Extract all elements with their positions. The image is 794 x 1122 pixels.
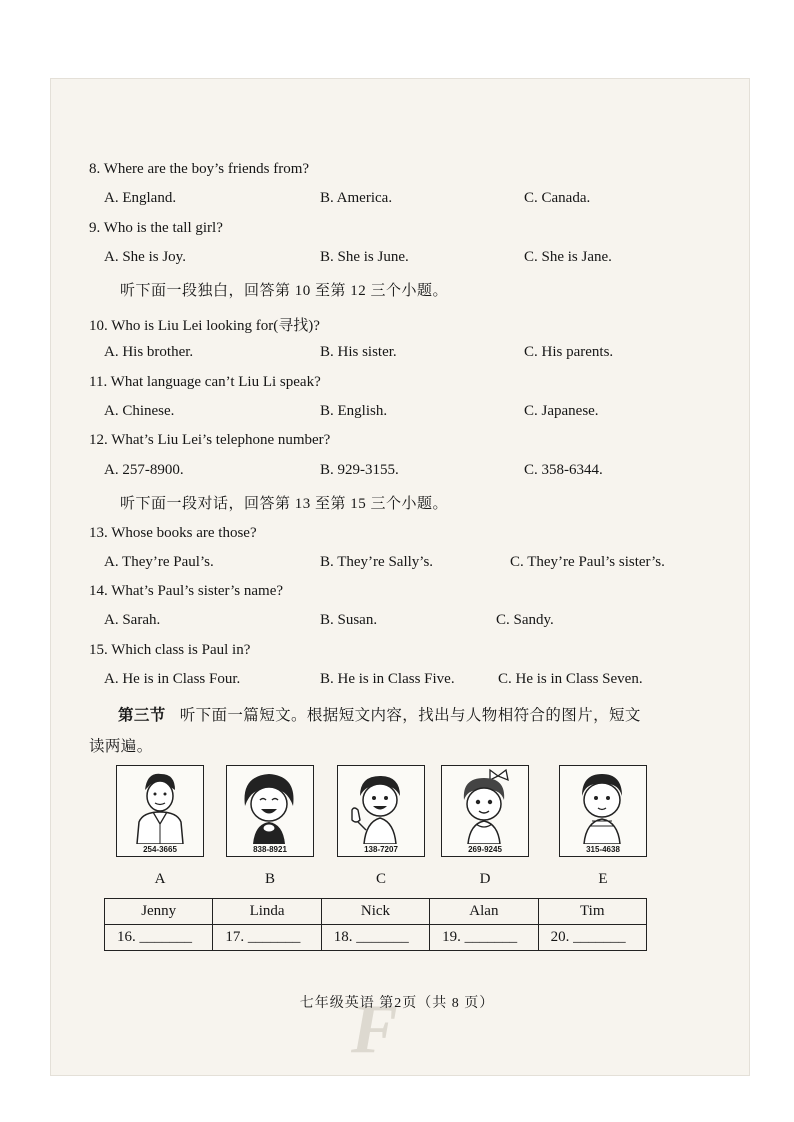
picture-label-c: C: [375, 871, 386, 887]
answer-blank[interactable]: 20. _______: [538, 925, 646, 951]
picture-e: [559, 765, 647, 857]
q10-option-c: C. His parents.: [524, 344, 614, 360]
name-cell: Nick: [321, 899, 429, 925]
q12-option-a: A. 257-8900.: [104, 462, 184, 478]
boy-thumbs-up-icon: [338, 766, 423, 844]
q13-option-a: A. They’re Paul’s.: [104, 554, 214, 570]
page-footer: 七年级英语 第2页（共 8 页）: [299, 996, 495, 1011]
picture-a-phone: 254-3665: [143, 845, 177, 854]
q11-option-a: A. Chinese.: [104, 403, 175, 419]
instruction-dialogue: 听下面一段对话，回答第 13 至第 15 三个小题。: [120, 496, 449, 512]
q8-option-a: A. England.: [104, 190, 177, 206]
picture-c: [337, 765, 425, 857]
name-cell: Alan: [430, 899, 538, 925]
answer-blank[interactable]: 17. _______: [213, 925, 321, 951]
answer-blank[interactable]: 16. _______: [105, 925, 213, 951]
q10-option-a: A. His brother.: [104, 344, 194, 360]
q8-option-b: B. America.: [320, 190, 393, 206]
q11-option-c: C. Japanese.: [524, 403, 599, 419]
q14-option-a: A. Sarah.: [104, 612, 161, 628]
table-row-names: [105, 899, 647, 925]
q13-option-c: C. They’re Paul’s sister’s.: [510, 554, 665, 570]
q15-option-c: C. He is in Class Seven.: [498, 671, 643, 687]
picture-label-e: E: [598, 871, 608, 887]
picture-b-phone: 838-8921: [253, 845, 287, 854]
watermark-letter: F: [351, 991, 398, 1068]
name-cell: Jenny: [105, 899, 213, 925]
q12-option-c: C. 358-6344.: [524, 462, 603, 478]
q8-option-c: C. Canada.: [524, 190, 591, 206]
question-14: 14. What’s Paul’s sister’s name?: [89, 583, 284, 599]
name-cell: Tim: [538, 899, 646, 925]
question-15: 15. Which class is Paul in?: [89, 642, 251, 658]
picture-c-phone: 138-7207: [364, 845, 398, 854]
picture-b: [226, 765, 314, 857]
question-9: 9. Who is the tall girl?: [89, 220, 223, 236]
q15-option-a: A. He is in Class Four.: [104, 671, 241, 687]
section-3-heading: [118, 703, 641, 725]
table-row-blanks: [105, 925, 647, 951]
question-11: 11. What language can’t Liu Li speak?: [89, 374, 321, 390]
laughing-girl-icon: [227, 766, 312, 844]
q12-option-b: B. 929-3155.: [320, 462, 399, 478]
name-cell: Linda: [213, 899, 321, 925]
q9-option-b: B. She is June.: [320, 249, 409, 265]
section-3-text-cont: 读两遍。: [89, 738, 153, 755]
picture-e-phone: 315-4638: [586, 845, 620, 854]
q14-option-b: B. Susan.: [320, 612, 378, 628]
picture-label-b: B: [264, 871, 275, 887]
answer-blank[interactable]: 18. _______: [321, 925, 429, 951]
girl-with-bow-icon: [442, 766, 527, 844]
picture-a: [116, 765, 204, 857]
answer-blank[interactable]: 19. _______: [430, 925, 538, 951]
q14-option-c: C. Sandy.: [496, 612, 554, 628]
q15-option-b: B. He is in Class Five.: [320, 671, 455, 687]
instruction-monologue: 听下面一段独白，回答第 10 至第 12 三个小题。: [120, 283, 449, 299]
picture-label-d: D: [479, 871, 491, 887]
man-portrait-icon: [117, 766, 202, 844]
q11-option-b: B. English.: [320, 403, 388, 419]
picture-d: [441, 765, 529, 857]
q13-option-b: B. They’re Sally’s.: [320, 554, 434, 570]
question-10: 10. Who is Liu Lei looking for(寻找)?: [89, 318, 320, 334]
q10-option-b: B. His sister.: [320, 344, 397, 360]
picture-d-phone: 269-9245: [468, 845, 502, 854]
boy-sweater-icon: [560, 766, 645, 844]
question-12: 12. What’s Liu Lei’s telephone number?: [89, 432, 331, 448]
question-13: 13. Whose books are those?: [89, 525, 257, 541]
section-3-text: 听下面一篇短文。根据短文内容，找出与人物相符合的图片，短文: [179, 707, 641, 724]
section-3-label: 第三节: [118, 707, 166, 724]
q9-option-c: C. She is Jane.: [524, 249, 612, 265]
question-8: 8. Where are the boy’s friends from?: [89, 161, 310, 177]
q9-option-a: A. She is Joy.: [104, 249, 186, 265]
names-answer-table: [104, 898, 647, 951]
picture-label-a: A: [154, 871, 166, 887]
